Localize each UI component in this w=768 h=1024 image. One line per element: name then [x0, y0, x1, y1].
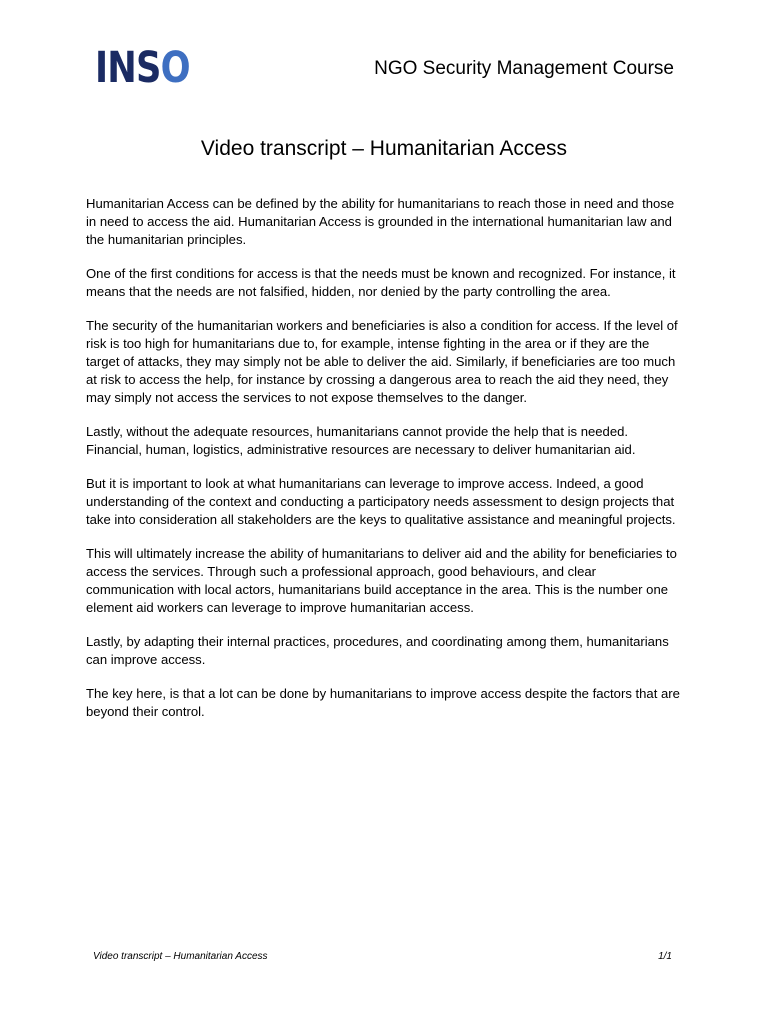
paragraph-2: One of the first conditions for access is that the needs must be known and recognized. For instance, it means that the needs are not falsified, hidden, nor denied by the party controlling the area. — [86, 266, 676, 299]
inso-logo — [95, 43, 190, 93]
logo-text-main: INS — [95, 43, 161, 93]
logo-text-accent: O — [160, 43, 190, 93]
paragraph-7: Lastly, by adapting their internal practices, procedures, and coordinating among them, humanitarians can improve access. — [86, 634, 669, 667]
footer-page-number: 1/1 — [658, 951, 672, 962]
paragraph-6: This will ultimately increase the ability of humanitarians to deliver aid and the ability for beneficiaries to access the services. Through such a professional approach, good behaviours, and clear communication with local actors, humanitarians build acceptance in the area. This is the number one element aid workers can leverage to improve humanitarian access. — [86, 546, 677, 615]
footer-document-title: Video transcript – Humanitarian Access — [93, 951, 268, 962]
page-title: Video transcript – Humanitarian Access — [200, 137, 568, 160]
paragraph-3: The security of the humanitarian workers and beneficiaries is also a condition for access. If the level of risk is too high for humanitarians due to, for example, intense fighting in the area or if they are the target of attacks, they may simply not be able to deliver the aid. Similarly, if beneficiaries are too much at risk to access the help, for instance by crossing a dangerous area to reach the aid they need, they may simply not access the services to not expose themselves to the danger. — [86, 318, 678, 405]
paragraph-4: Lastly, without the adequate resources, humanitarians cannot provide the help that is needed. Financial, human, logistics, administrative resources are necessary to deliver humanitarian aid. — [86, 424, 636, 457]
course-title: NGO Security Management Course — [374, 58, 674, 79]
paragraph-8: The key here, is that a lot can be done by humanitarians to improve access despite the factors that are beyond their control. — [86, 686, 680, 719]
paragraph-1: Humanitarian Access can be defined by the ability for humanitarians to reach those in need and those in need to access the aid. Humanitarian Access is grounded in the international humanitarian law and the humanitarian principles. — [86, 196, 675, 247]
transcript-body — [86, 195, 684, 737]
paragraph-5: But it is important to look at what humanitarians can leverage to improve access. Indeed, a good understanding of the context and conducting a participatory needs assessment to design projects that take into consideration all stakeholders are the keys to qualitative assistance and meaningful projects. — [86, 476, 676, 527]
